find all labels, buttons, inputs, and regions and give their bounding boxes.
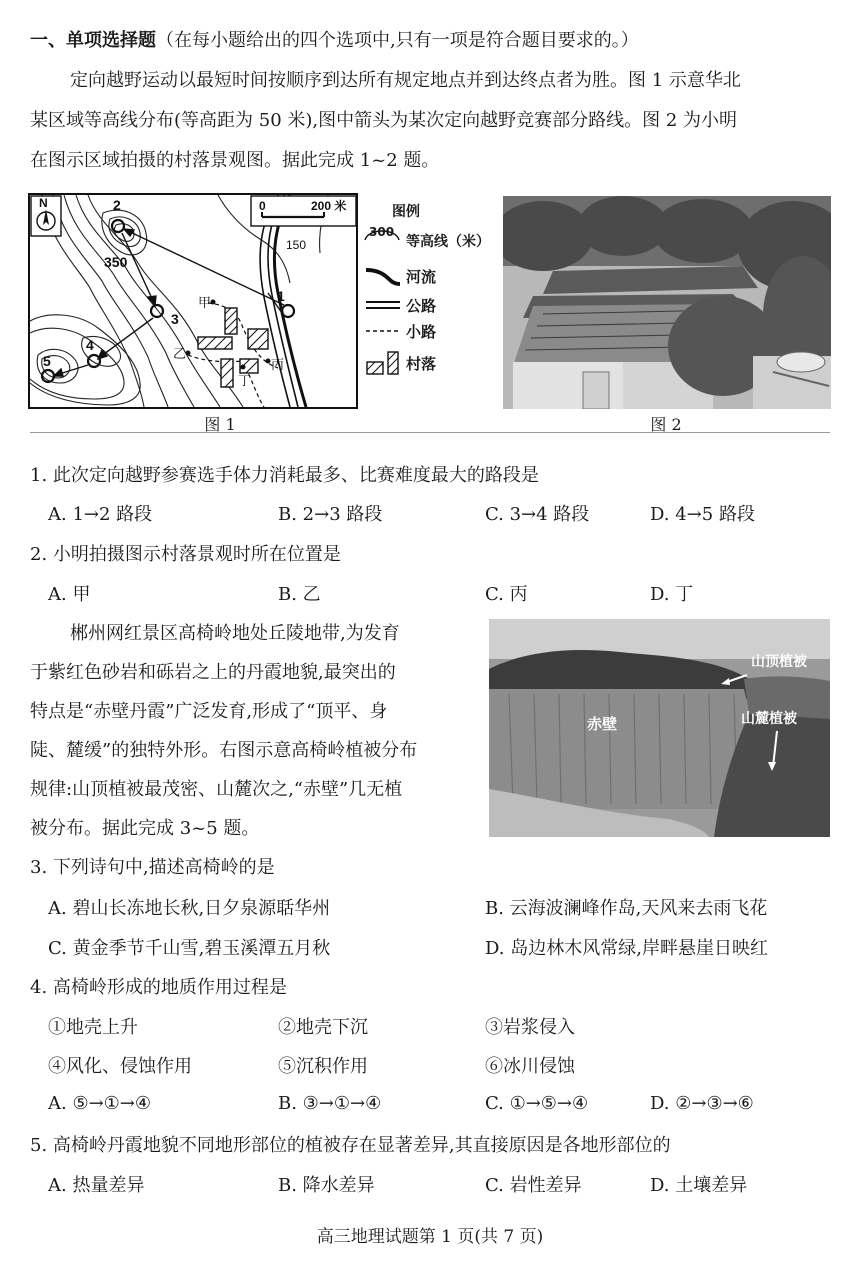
q1-option-d[interactable]: D. 4→5 路段	[650, 504, 755, 525]
legend-road: 公路	[406, 297, 437, 315]
q5-option-a[interactable]: A. 热量差异	[48, 1175, 145, 1196]
place-bing: 丙	[271, 357, 285, 372]
q1-option-b[interactable]: B. 2→3 路段	[278, 504, 383, 525]
q2-option-a[interactable]: A. 甲	[48, 584, 91, 605]
q2-option-c[interactable]: C. 丙	[485, 584, 528, 605]
q4-item-5: ⑤沉积作用	[278, 1056, 368, 1077]
q4-item-6: ⑥冰川侵蚀	[485, 1056, 575, 1077]
legend-path: 小路	[406, 323, 437, 341]
q1-option-c[interactable]: C. 3→4 路段	[485, 504, 590, 525]
point-5-label: 5	[43, 353, 51, 369]
q2-option-b[interactable]: B. 乙	[278, 584, 321, 605]
q5-option-d[interactable]: D. 土壤差异	[650, 1175, 748, 1196]
q4-option-b[interactable]: B. ③→①→④	[278, 1093, 382, 1114]
q2-stem: 2. 小明拍摄图示村落景观时所在位置是	[30, 544, 341, 565]
intro2-line6: 被分布。据此完成 3~5 题。	[30, 818, 260, 839]
north-label: N	[39, 196, 48, 210]
place-yi: 乙	[173, 346, 187, 361]
place-jia: 甲	[198, 295, 212, 310]
q4-item-4: ④风化、侵蚀作用	[48, 1056, 192, 1077]
intro2-line3: 特点是“赤壁丹霞”广泛发育,形成了“顶平、身	[30, 701, 388, 722]
scale-zero: 0	[259, 199, 266, 213]
legend-title: 图例	[392, 204, 420, 220]
section-note: （在每小题给出的四个选项中,只有一项是符合题目要求的。）	[156, 30, 639, 51]
q3-option-b[interactable]: B. 云海波澜峰作岛,天风来去雨飞花	[485, 898, 768, 919]
scale-label: 200 米	[311, 199, 347, 213]
page-footer: 高三地理试题第 1 页(共 7 页)	[316, 1227, 544, 1247]
q4-item-2: ②地壳下沉	[278, 1017, 368, 1038]
figure1-caption: 图 1	[204, 415, 236, 434]
legend-contour: 等高线（米）	[406, 234, 490, 250]
q1-stem: 1. 此次定向越野参赛选手体力消耗最多、比赛难度最大的路段是	[30, 465, 539, 486]
label-red-wall: 赤壁	[587, 716, 618, 733]
q2-option-d[interactable]: D. 丁	[650, 584, 694, 605]
village-legend-icon	[366, 350, 402, 378]
q1-option-a[interactable]: A. 1→2 路段	[48, 504, 153, 525]
intro2-line2: 于紫红色砂岩和砾岩之上的丹霞地貌,最突出的	[30, 662, 396, 683]
q4-option-d[interactable]: D. ②→③→⑥	[650, 1093, 754, 1114]
label-foot-vegetation: 山麓植被	[741, 710, 797, 726]
intro1-line1: 定向越野运动以最短时间按顺序到达所有规定地点并到达终点者为胜。图 1 示意华北	[70, 70, 741, 91]
q4-item-3: ③岩浆侵入	[485, 1017, 575, 1038]
intro1-line3: 在图示区域拍摄的村落景观图。据此完成 1~2 题。	[30, 150, 440, 171]
q4-item-1: ①地壳上升	[48, 1017, 138, 1038]
road-legend-icon	[364, 298, 402, 312]
legend-contour-value: 300	[369, 225, 395, 239]
q5-stem: 5. 高椅岭丹霞地貌不同地形部位的植被存在显著差异,其直接原因是各地形部位的	[30, 1135, 671, 1156]
q3-option-a[interactable]: A. 碧山长冻地长秋,日夕泉源聒华州	[48, 898, 331, 919]
river-legend-icon	[364, 266, 402, 286]
intro2-line1: 郴州网红景区高椅岭地处丘陵地带,为发育	[70, 623, 400, 644]
q4-option-c[interactable]: C. ①→⑤→④	[485, 1093, 589, 1114]
q3-stem: 3. 下列诗句中,描述高椅岭的是	[30, 857, 275, 878]
legend-river: 河流	[406, 268, 437, 286]
figure2-caption: 图 2	[650, 415, 682, 434]
point-2-label: 2	[113, 197, 121, 213]
point-4-label: 4	[86, 337, 94, 353]
section-title: 一、单项选择题	[30, 30, 156, 51]
danxia-photo	[489, 619, 830, 837]
figure1-contour-map	[28, 193, 358, 409]
place-ding: 丁	[238, 373, 252, 388]
q4-stem: 4. 高椅岭形成的地质作用过程是	[30, 977, 287, 998]
figure-divider	[30, 432, 830, 433]
label-summit-vegetation: 山顶植被	[751, 653, 807, 669]
figure2-village-photo	[503, 196, 831, 409]
q3-option-d[interactable]: D. 岛边林木风常绿,岸畔悬崖日映红	[485, 938, 768, 959]
intro1-line2: 某区域等高线分布(等高距为 50 米),图中箭头为某次定向越野竞赛部分路线。图 2 为小明	[30, 110, 738, 131]
path-legend-icon	[364, 326, 402, 336]
legend-village: 村落	[406, 355, 437, 373]
q3-option-c[interactable]: C. 黄金季节千山雪,碧玉溪潭五月秋	[48, 938, 331, 959]
point-3-label: 3	[171, 311, 179, 327]
section-header	[30, 26, 639, 52]
q5-option-c[interactable]: C. 岩性差异	[485, 1175, 582, 1196]
q5-option-b[interactable]: B. 降水差异	[278, 1175, 375, 1196]
intro2-line4: 陡、麓缓”的独特外形。右图示意高椅岭植被分布	[30, 740, 418, 761]
point-1-label: 1	[277, 288, 285, 304]
contour-350-label: 350	[104, 254, 128, 270]
intro2-line5: 规律:山顶植被最茂密、山麓次之,“赤壁”几无植	[30, 779, 403, 800]
q4-option-a[interactable]: A. ⑤→①→④	[48, 1093, 152, 1114]
map-legend	[362, 198, 502, 408]
contour-150-label: 150	[286, 238, 307, 252]
